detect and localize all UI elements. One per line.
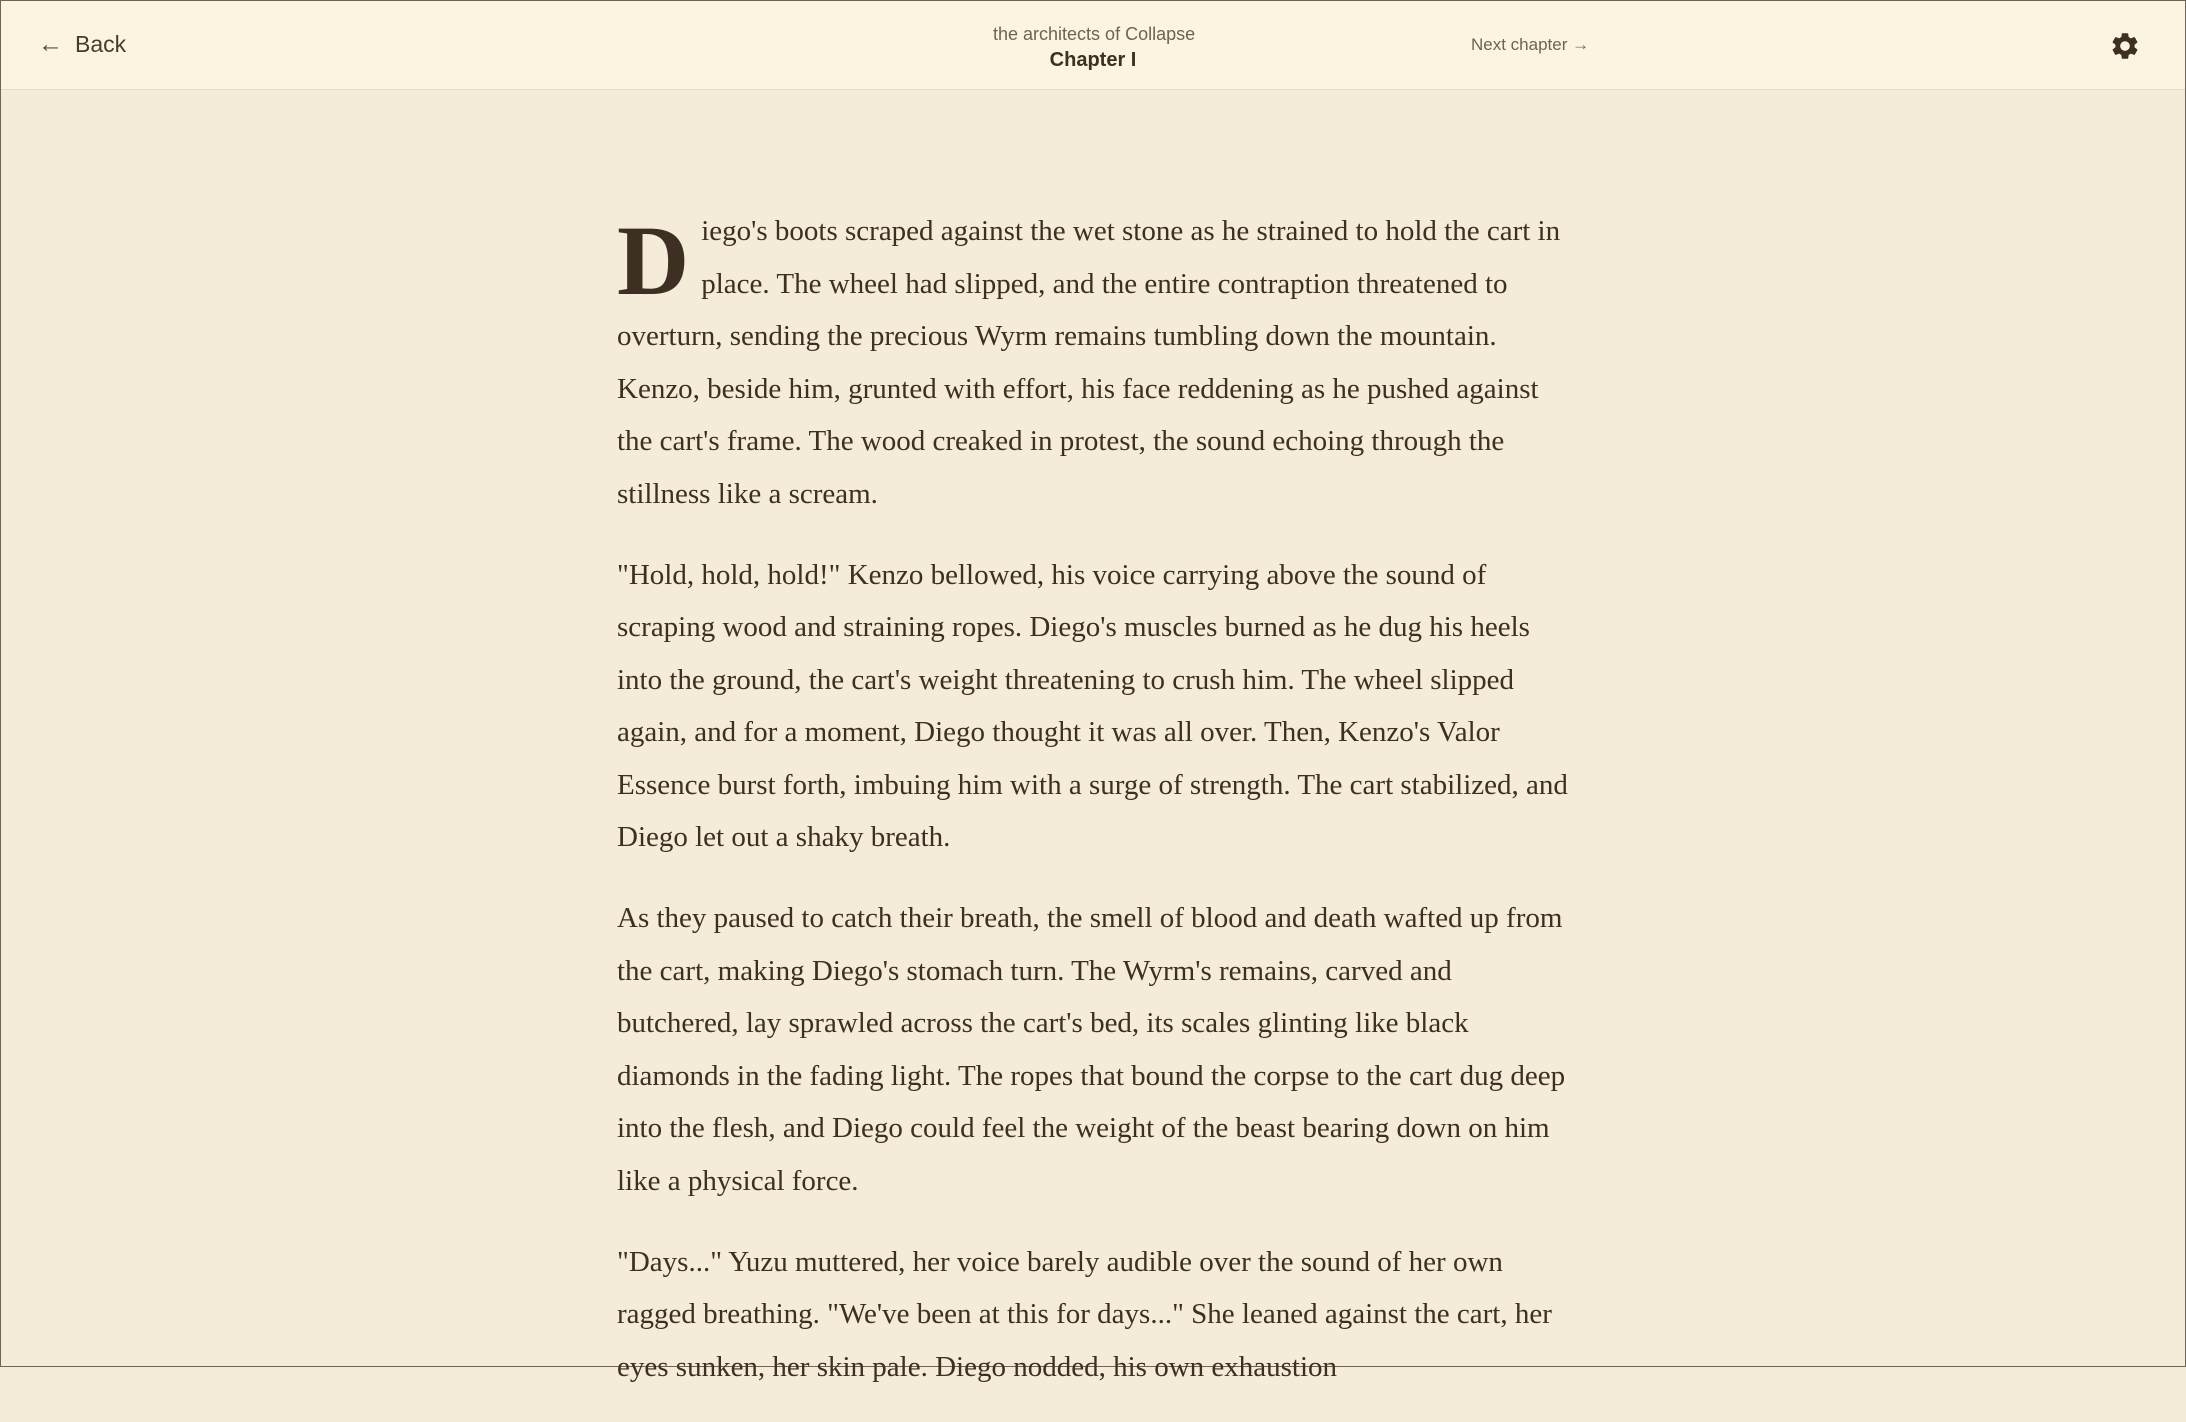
next-chapter-link[interactable]: Next chapter → [1471,35,1590,54]
title-block [993,21,1196,73]
paragraph-text: iego's boots scraped against the wet stone as he strained to hold the cart in place. The wheel had slipped, and the entire contraption threatened to overturn, sending the precious Wyrm remains tumbling down the mountain. Kenzo, beside him, grunted with effort, his face reddening as he pushed against the cart's frame. The wood creaked in protest, the sound echoing through the stillness like a scream. [617,215,1561,510]
drop-cap: D [617,205,690,316]
book-title: the architects of Collapse [993,24,1196,44]
back-button[interactable] [38,31,126,58]
paragraph [617,205,1577,520]
paragraph: "Days..." Yuzu muttered, her voice barely audible over the sound of her own ragged breathing. "We've been at this for days..." She leaned against the cart, her eyes sunken, her skin pale. Diego nodded, his own exhaustion [617,1245,1552,1383]
settings-button[interactable] [2109,30,2141,62]
paragraph: As they paused to catch their breath, the smell of blood and death wafted up from the cart, making Diego's stomach turn. The Wyrm's remains, carved and butchered, lay sprawled across the cart's bed, its scales glinting like black diamonds in the fading light. The ropes that bound the corpse to the cart dug deep into the flesh, and Diego could feel the weight of the beast bearing down on him like a physical force. [617,902,1566,1197]
back-arrow-icon: ← [38,30,63,58]
reader-header [1,1,2185,90]
chapter-content [617,205,1577,1422]
paragraph: "Hold, hold, hold!" Kenzo bellowed, his voice carrying above the sound of scraping wood and straining ropes. Diego's muscles burned as he dug his heels into the ground, the cart's weight threatening to crush him. The wheel slipped again, and for a moment, Diego thought it was all over. Then, Kenzo's Valor Essence burst forth, imbuing him with a surge of strength. The cart stabilized, and Diego let out a shaky breath. [617,558,1568,853]
chapter-title: Chapter I [1049,49,1137,71]
back-label: Back [75,31,127,57]
gear-icon [2109,30,2141,62]
